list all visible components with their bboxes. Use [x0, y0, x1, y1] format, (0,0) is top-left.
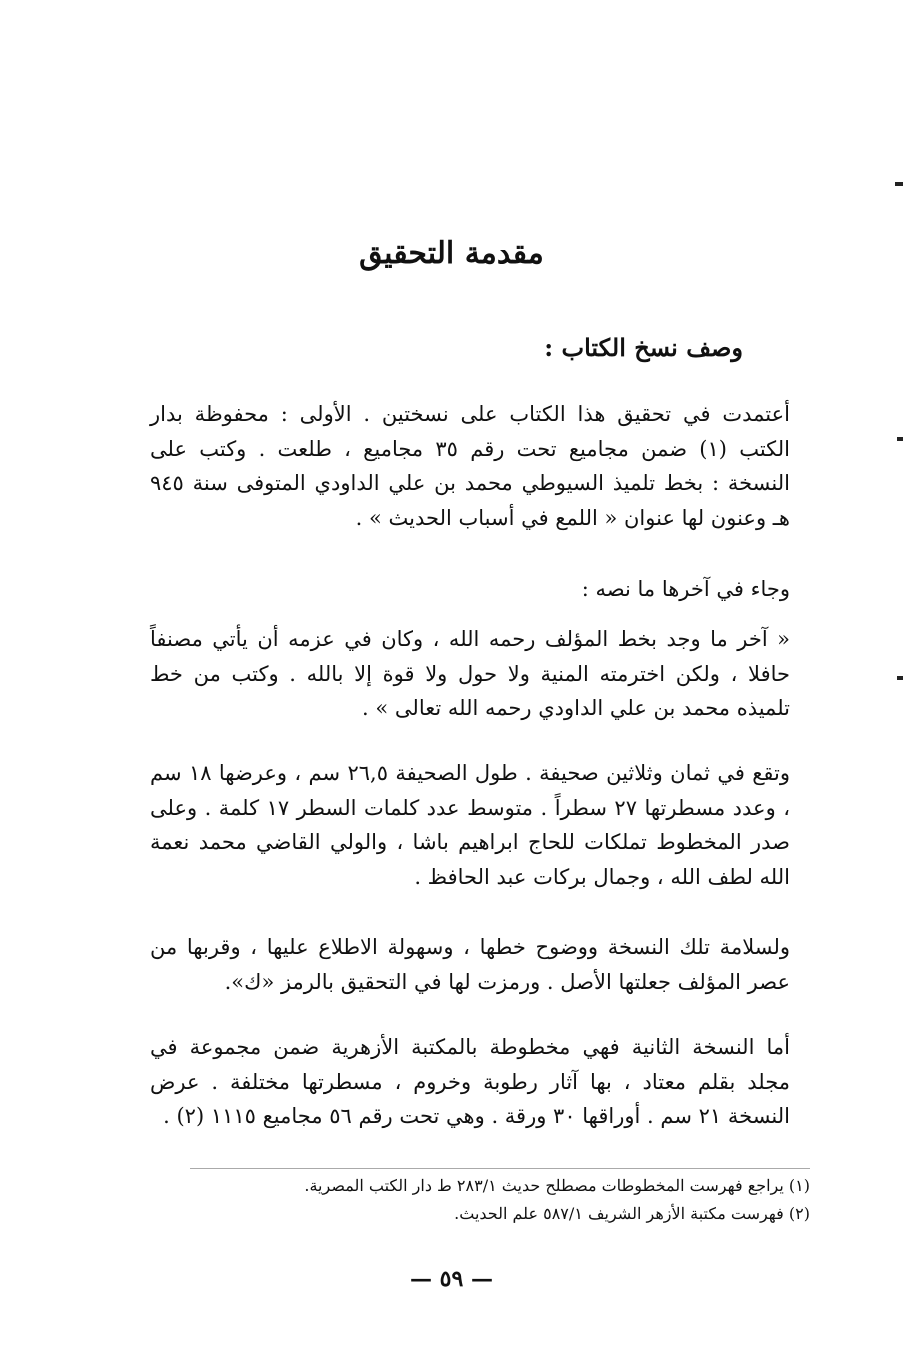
paragraph [150, 756, 790, 894]
margin-mark [897, 676, 903, 680]
margin-mark [897, 437, 903, 441]
paragraph [150, 572, 790, 607]
footnotes [200, 1172, 810, 1228]
footnote: (٢) فهرست مكتبة الأزهر الشريف ٥٨٧/١ علم الحديث. [454, 1204, 810, 1223]
paragraph [150, 930, 790, 999]
footnote: (١) يراجع فهرست المخطوطات مصطلح حديث ٢٨٣/١ ط دار الكتب المصرية. [304, 1176, 810, 1195]
paragraph-text: « آخر ما وجد بخط المؤلف رحمه الله ، وكان في عزمه أن يأتي مصنفاً حافلا ، ولكن اخترمته المنية ولا حول ولا قوة إلا بالله . وكتب من خط تلميذه محمد بن علي الداودي رحمه الله تعالى » . [150, 627, 790, 720]
paragraph-text: وجاء في آخرها ما نصه : [581, 577, 790, 601]
footnote-divider [190, 1168, 810, 1169]
paragraph-text: ولسلامة تلك النسخة ووضوح خطها ، وسهولة الاطلاع عليها ، وقربها من عصر المؤلف جعلتها الأصل . ورمزت لها في التحقيق بالرمز «ك». [150, 935, 790, 994]
quote-paragraph [150, 622, 790, 726]
page-number: — ٥٩ — [410, 1266, 493, 1292]
paragraph-text: أما النسخة الثانية فهي مخطوطة بالمكتبة الأزهرية ضمن مجموعة في مجلد بقلم معتاد ، بها آثار رطوبة وخروم ، مسطرتها مختلفة . عرض النسخة ٢١ سم . أوراقها ٣٠ ورقة . وهي تحت رقم ٥٦ مجاميع ١١١٥ (٢) . [150, 1035, 790, 1128]
paragraph-text: أعتمدت في تحقيق هذا الكتاب على نسختين . الأولى : محفوظة بدار الكتب (١) ضمن مجاميع تحت رقم ٣٥ مجاميع ، طلعت . وكتب على النسخة : بخط تلميذ السيوطي محمد بن علي الداودي المتوفى سنة ٩٤٥ هـ وعنون لها عنوان « اللمع في أسباب الحديث » . [150, 402, 791, 530]
paragraph [150, 397, 790, 535]
paragraph [150, 1030, 790, 1134]
paragraph-text: وتقع في ثمان وثلاثين صحيفة . طول الصحيفة ٢٦,٥ سم ، وعرضها ١٨ سم ، وعدد مسطرتها ٢٧ سطراً . متوسط عدد كلمات السطر ١٧ كلمة . وعلى صدر المخطوط تملكات للحاج ابراهيم باشا ، والولي القاضي محمد نعمة الله لطف الله ، وجمال بركات عبد الحافظ . [150, 761, 791, 889]
page-title: مقدمة التحقيق [359, 236, 544, 271]
margin-mark [895, 182, 903, 186]
section-heading: وصف نسخ الكتاب : [544, 333, 743, 362]
